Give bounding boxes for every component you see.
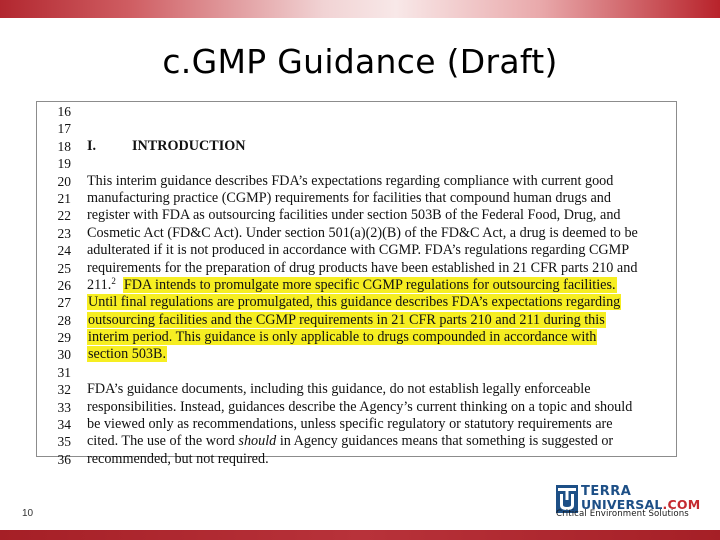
top-accent-bar	[0, 0, 720, 18]
line-number: 27	[57, 295, 71, 311]
line-number: 19	[57, 156, 71, 172]
highlighted-text: section 503B.	[88, 346, 167, 363]
line-prefix: 211.	[87, 276, 112, 293]
blank-line	[87, 103, 667, 120]
blank-line	[87, 120, 667, 137]
line-number: 16	[57, 104, 71, 119]
logo-dotcom: .COM	[662, 497, 701, 512]
paragraph-line: be viewed only as recommendations, unless specific regulatory or statutory requirements are	[87, 416, 613, 433]
blank-line	[87, 155, 667, 172]
line-number: 31	[57, 364, 71, 380]
line-number-column	[47, 103, 71, 468]
line-number: 33	[57, 399, 71, 415]
line-number: 32	[57, 382, 71, 398]
paragraph-line: This interim guidance describes FDA’s expectations regarding compliance with current good	[87, 172, 614, 189]
highlighted-text: interim period. This guidance is only applicable to drugs compounded in accordance with	[88, 329, 597, 346]
line-number: 21	[57, 190, 71, 206]
line-number: 17	[57, 121, 71, 137]
line-number: 23	[57, 225, 71, 241]
paragraph-line: manufacturing practice (CGMP) requirements for facilities that compound human drugs and	[87, 189, 611, 206]
blank-line	[87, 364, 667, 381]
page-number: 10	[22, 508, 34, 519]
line-number: 25	[57, 260, 71, 276]
paragraph-line: recommended, but not required.	[87, 450, 269, 467]
highlighted-line	[87, 312, 667, 329]
document-text	[87, 103, 667, 468]
line-number: 26	[57, 277, 71, 293]
section-heading	[87, 138, 667, 155]
paragraph-line: register with FDA as outsourcing facilities under section 503B of the Federal Food, Drug, and	[87, 207, 621, 224]
heading-text: INTRODUCTION	[132, 137, 246, 154]
line-number: 34	[57, 417, 71, 433]
line-number: 18	[57, 138, 71, 154]
highlighted-line	[87, 346, 667, 363]
line-number: 35	[57, 434, 71, 450]
bottom-accent-bar	[0, 530, 720, 540]
text-segment: cited. The use of the word	[87, 433, 239, 450]
paragraph-line: FDA’s guidance documents, including this guidance, do not establish legally enforceable	[87, 381, 591, 398]
document-excerpt	[36, 101, 677, 467]
text-segment: in Agency guidances means that something is suggested or	[276, 433, 614, 450]
highlighted-text: Until final regulations are promulgated, this guidance describes FDA’s expectations regarding	[88, 294, 621, 311]
line-number: 28	[57, 312, 71, 328]
highlighted-text: FDA intends to promulgate more specific CGMP regulations for outsourcing facilities.	[123, 276, 616, 293]
line-number: 20	[57, 173, 71, 189]
italic-word: should	[238, 433, 277, 450]
highlighted-line	[87, 329, 667, 346]
slide-title: c.GMP Guidance (Draft)	[162, 42, 558, 81]
logo-tagline: Critical Environment Solutions	[556, 509, 689, 519]
line-number: 22	[57, 208, 71, 224]
paragraph-line: responsibilities. Instead, guidances describe the Agency’s current thinking on a topic and should	[87, 398, 633, 415]
paragraph-line: Cosmetic Act (FD&C Act). Under section 501(a)(2)(B) of the FD&C Act, a drug is deemed to be	[87, 224, 638, 241]
company-logo	[556, 484, 710, 522]
line-number: 36	[57, 451, 71, 467]
line-number: 30	[57, 347, 71, 363]
paragraph-line: requirements for the preparation of drug products have been established in 21 CFR parts 210 and	[87, 259, 638, 276]
logo-universal: UNIVERSAL	[581, 497, 663, 512]
paragraph-line-26	[87, 277, 667, 294]
paragraph-line: adulterated if it is not produced in accordance with CGMP. FDA’s regulations regarding CGMP	[87, 242, 630, 259]
logo-word-terra: TERRA	[581, 484, 632, 499]
heading-number: I.	[87, 137, 97, 154]
paragraph-line-35	[87, 433, 667, 450]
line-number: 29	[57, 330, 71, 346]
highlighted-line	[87, 294, 667, 311]
footnote-ref: 2	[111, 275, 116, 286]
line-number: 24	[57, 243, 71, 259]
highlighted-text: outsourcing facilities and the CGMP requirements in 21 CFR parts 210 and 211 during this	[88, 311, 605, 328]
